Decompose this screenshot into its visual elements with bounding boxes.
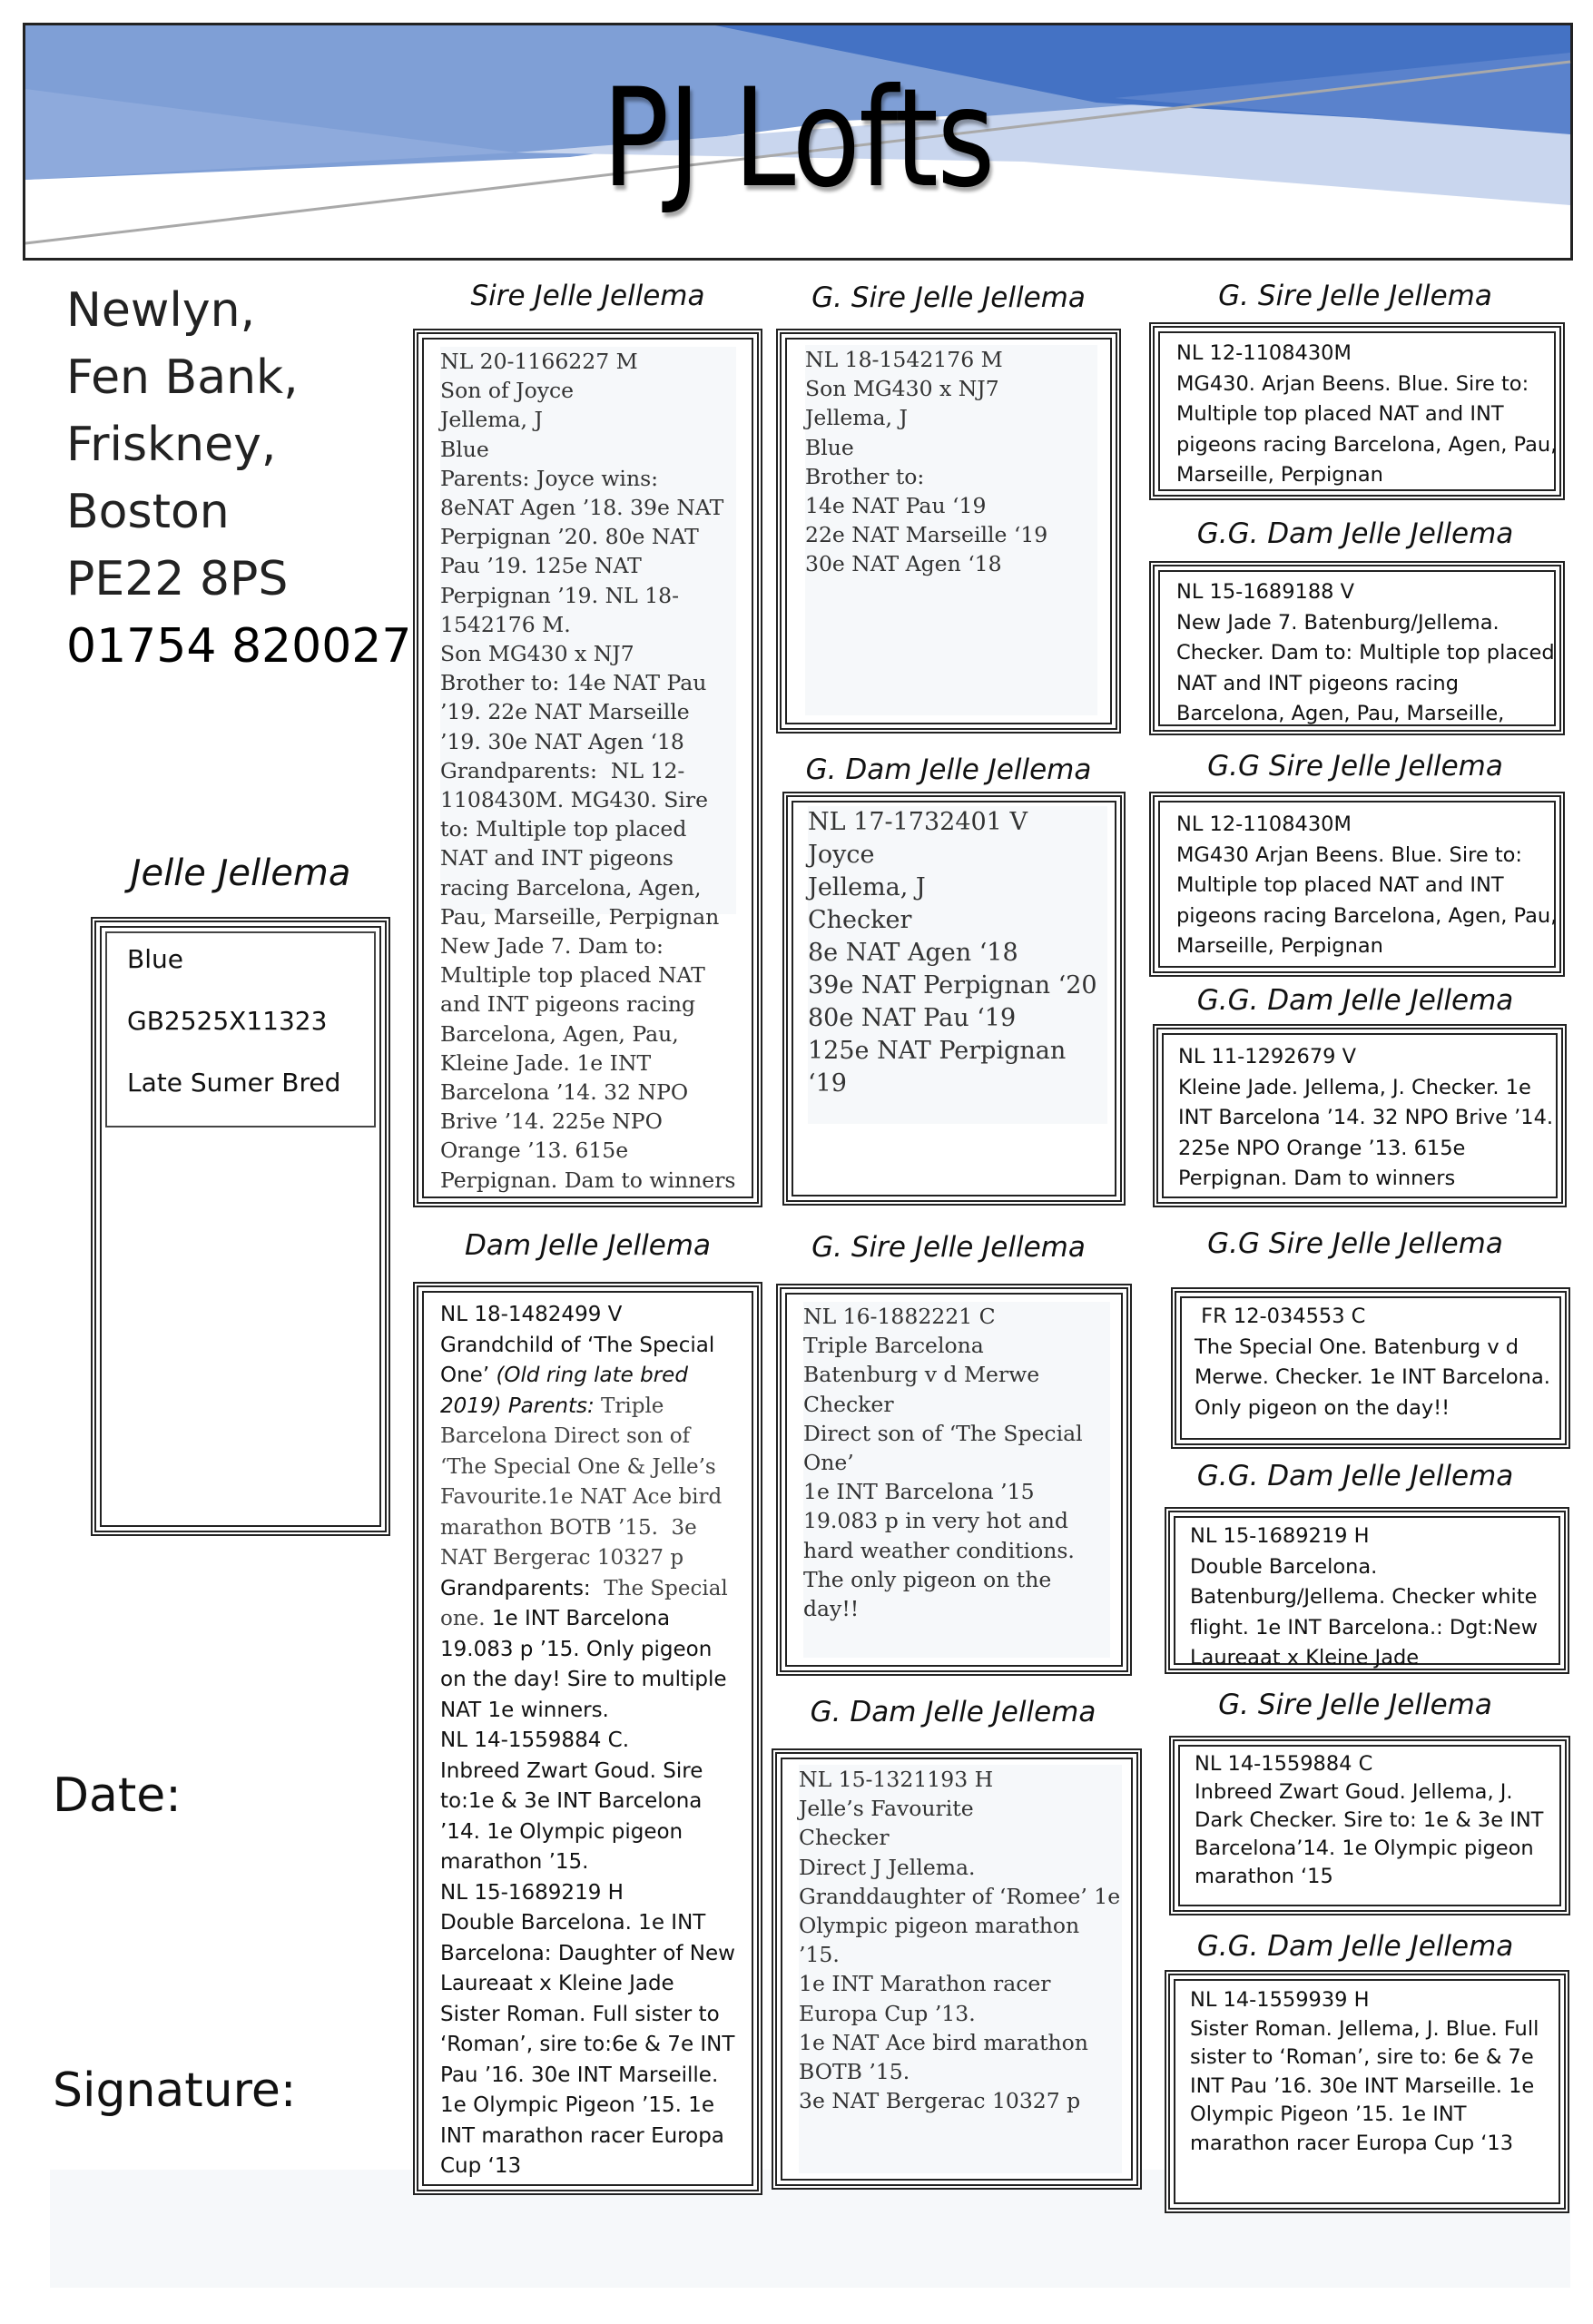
gg-box-4 (1153, 1024, 1567, 1207)
g-dam-paternal-box (782, 792, 1126, 1206)
address-block (66, 277, 411, 680)
address-postcode: PE22 8PS (66, 552, 289, 606)
gg-details-2: NL 15-1689188 V New Jade 7. Batenburg/Jellema. Checker. Dam to: Multiple top placed NAT and INT pigeons racing Barcelona, Agen, Pau, Marseille, (1176, 580, 1555, 725)
g-dam-paternal-heading: G. Dam Jelle Jellema (805, 753, 1092, 786)
page-title: PJ Lofts (602, 60, 994, 218)
signature-label: Signature: (53, 2063, 297, 2118)
dam-intro-italic: (Old ring late bred 2019) Parents: (440, 1364, 695, 1418)
dam-ring: NL 18-1482499 V (440, 1303, 623, 1326)
g-dam-maternal-heading: G. Dam Jelle Jellema (810, 1696, 1096, 1728)
g-sire-maternal-details: NL 16-1882221 C Triple Barcelona Batenburg v d Merwe Checker Direct son of ‘The Special One’ 1e INT Barcelona ’15 19.083 p in very hot and hard weather conditions. The only pigeon on the day!! (803, 1302, 1110, 1658)
gg-box-7 (1169, 1736, 1570, 1915)
gg-details-3: NL 12-1108430M MG430 Arjan Beens. Blue. Sire to: Multiple top placed NAT and INT pigeons racing Barcelona, Agen, Pau, Marseille, Perpignan (1176, 812, 1558, 958)
gg-box-6 (1165, 1507, 1569, 1674)
dam-grandparents-details: 1e INT Barcelona 19.083 p ’15. Only pigeon on the day! Sire to multiple NAT 1e winners. NL 14-1559884 C. Inbreed Zwart Goud. Sire to:1e & 3e INT Barcelona ’14. 1e Olympic pigeon marathon ’15. NL 15-1689219 H Double Barcelona. 1e INT Barcelona: Daughter of New Laureaat x Kleine Jade Sister Roman. Full sister to ‘Roman’, sire to:6e & 7e INT Pau ’16. 30e INT Marseille. 1e Olympic Pigeon ’15. 1e INT marathon racer Europa Cup ‘13 (440, 1607, 735, 2178)
gg-details-1: NL 12-1108430M MG430. Arjan Beens. Blue. Sire to: Multiple top placed NAT and INT pigeons racing Barcelona, Agen, Pau, Marseille, Perpignan (1176, 341, 1558, 487)
dam-grandparents-name: The Special one. (440, 1576, 735, 1630)
subject-ring-number: GB2525X11323 (127, 1006, 328, 1036)
g-sire-maternal-box (776, 1284, 1132, 1676)
g-dam-paternal-details: NL 17-1732401 V Joyce Jellema, J Checker 8e NAT Agen ‘18 39e NAT Perpignan ‘20 80e NAT Pau ‘19 125e NAT Perpignan ‘19 (808, 806, 1107, 1124)
gg-heading-4: G.G. Dam Jelle Jellema (1196, 984, 1514, 1017)
address-line: Fen Bank, (66, 350, 299, 405)
gg-box-5 (1171, 1287, 1570, 1449)
gg-box-1 (1149, 322, 1565, 500)
subject-heading: Jelle Jellema (130, 852, 351, 894)
dam-heading: Dam Jelle Jellema (465, 1229, 711, 1262)
gg-heading-7: G. Sire Jelle Jellema (1218, 1689, 1492, 1721)
gg-details-4: NL 11-1292679 V Kleine Jade. Jellema, J. Checker. 1e INT Barcelona ’14. 32 NPO Brive ’14. 225e NPO Orange ’13. 615e Perpignan. Dam to winners (1178, 1045, 1554, 1190)
sire-heading: Sire Jelle Jellema (470, 280, 705, 312)
address-line: Newlyn, (66, 283, 256, 338)
gg-heading-6: G.G. Dam Jelle Jellema (1196, 1460, 1514, 1492)
page-header-banner (23, 23, 1573, 261)
subject-note: Late Sumer Bred (127, 1068, 341, 1098)
gg-heading-1: G. Sire Jelle Jellema (1218, 280, 1492, 312)
sire-box (413, 329, 762, 1207)
gg-heading-3: G.G Sire Jelle Jellema (1207, 750, 1503, 783)
dam-grandparents-label: Grandparents: (440, 1576, 605, 1600)
dam-details (440, 1300, 740, 2182)
subject-details-panel (105, 931, 376, 1128)
g-sire-maternal-heading: G. Sire Jelle Jellema (811, 1231, 1086, 1264)
gg-box-3 (1149, 792, 1565, 977)
gg-box-8 (1165, 1970, 1569, 2213)
g-sire-paternal-box (776, 329, 1121, 734)
g-dam-maternal-box (772, 1748, 1142, 2190)
gg-details-7: NL 14-1559884 C Inbreed Zwart Goud. Jellema, J. Dark Checker. Sire to: 1e & 3e INT Barcelona’14. 1e Olympic pigeon marathon ‘15 (1195, 1752, 1544, 1888)
gg-heading-2: G.G. Dam Jelle Jellema (1196, 517, 1514, 550)
gg-details-6: NL 15-1689219 H Double Barcelona. Batenburg/Jellema. Checker white flight. 1e INT Barcelona.: Dgt:New Laureaat x Kleine Jade (1190, 1524, 1538, 1669)
g-sire-paternal-heading: G. Sire Jelle Jellema (811, 281, 1086, 314)
address-line: Boston (66, 485, 230, 539)
dam-intro: Grandchild of ‘The Special One’ (440, 1333, 722, 1387)
address-line: Friskney, (66, 418, 277, 472)
gg-heading-5: G.G Sire Jelle Jellema (1207, 1227, 1503, 1260)
address-phone: 01754 820027 (66, 619, 412, 674)
date-label: Date: (53, 1768, 182, 1823)
gg-details-5: FR 12-034553 C The Special One. Batenburg v d Merwe. Checker. 1e INT Barcelona. Only pigeon on the day!! (1195, 1305, 1550, 1420)
dam-parents: Triple Barcelona Direct son of ‘The Special One & Jelle’s Favourite.1e NAT Ace bird marathon BOTB ’15. 3e NAT Bergerac 10327 p (440, 1393, 729, 1570)
g-dam-maternal-details: NL 15-1321193 H Jelle’s Favourite Checker Direct J Jellema. Granddaughter of ‘Romee’ 1e Olympic pigeon marathon ’15. 1e INT Marathon racer Europa Cup ’13. 1e NAT Ace bird marathon BOTB ’15. 3e NAT Bergerac 10327 p (799, 1765, 1122, 2173)
subject-colour: Blue (127, 944, 183, 974)
gg-details-8: NL 14-1559939 H Sister Roman. Jellema, J. Blue. Full sister to ‘Roman’, sire to: 6e & 7e INT Pau ’16. 30e INT Marseille. 1e Olympic Pigeon ’15. 1e INT marathon racer Europa Cup ‘13 (1190, 1988, 1539, 2155)
sire-details: NL 20-1166227 M Son of Joyce Jellema, J Blue Parents: Joyce wins: 8eNAT Agen ’18. 39e NAT Perpignan ’20. 80e NAT Pau ’19. 125e NAT Perpignan ’19. NL 18-1542176 M. Son MG430 x NJ7 Brother to: 14e NAT Pau ’19. 22e NAT Marseille ’19. 30e NAT Agen ‘18 Grandparents: NL 12-1108430M. MG430. Sire to: Multiple top placed NAT and INT pigeons racing Barcelona, Agen, Pau, Marseille, Perpignan New Jade 7. Dam to: Multiple top placed NAT and INT pigeons racing Barcelona, Agen, Pau, Kleine Jade. 1e INT Barcelona ’14. 32 NPO Brive ’14. 225e NPO Orange ’13. 615e Perpignan. Dam to winners (440, 347, 736, 1196)
gg-box-2 (1149, 561, 1565, 735)
gg-heading-8: G.G. Dam Jelle Jellema (1196, 1930, 1514, 1963)
g-sire-paternal-details: NL 18-1542176 M Son MG430 x NJ7 Jellema, J Blue Brother to: 14e NAT Pau ‘19 22e NAT Marseille ‘19 30e NAT Agen ‘18 (805, 345, 1097, 715)
subject-box (91, 917, 390, 1536)
dam-box (413, 1282, 762, 2195)
